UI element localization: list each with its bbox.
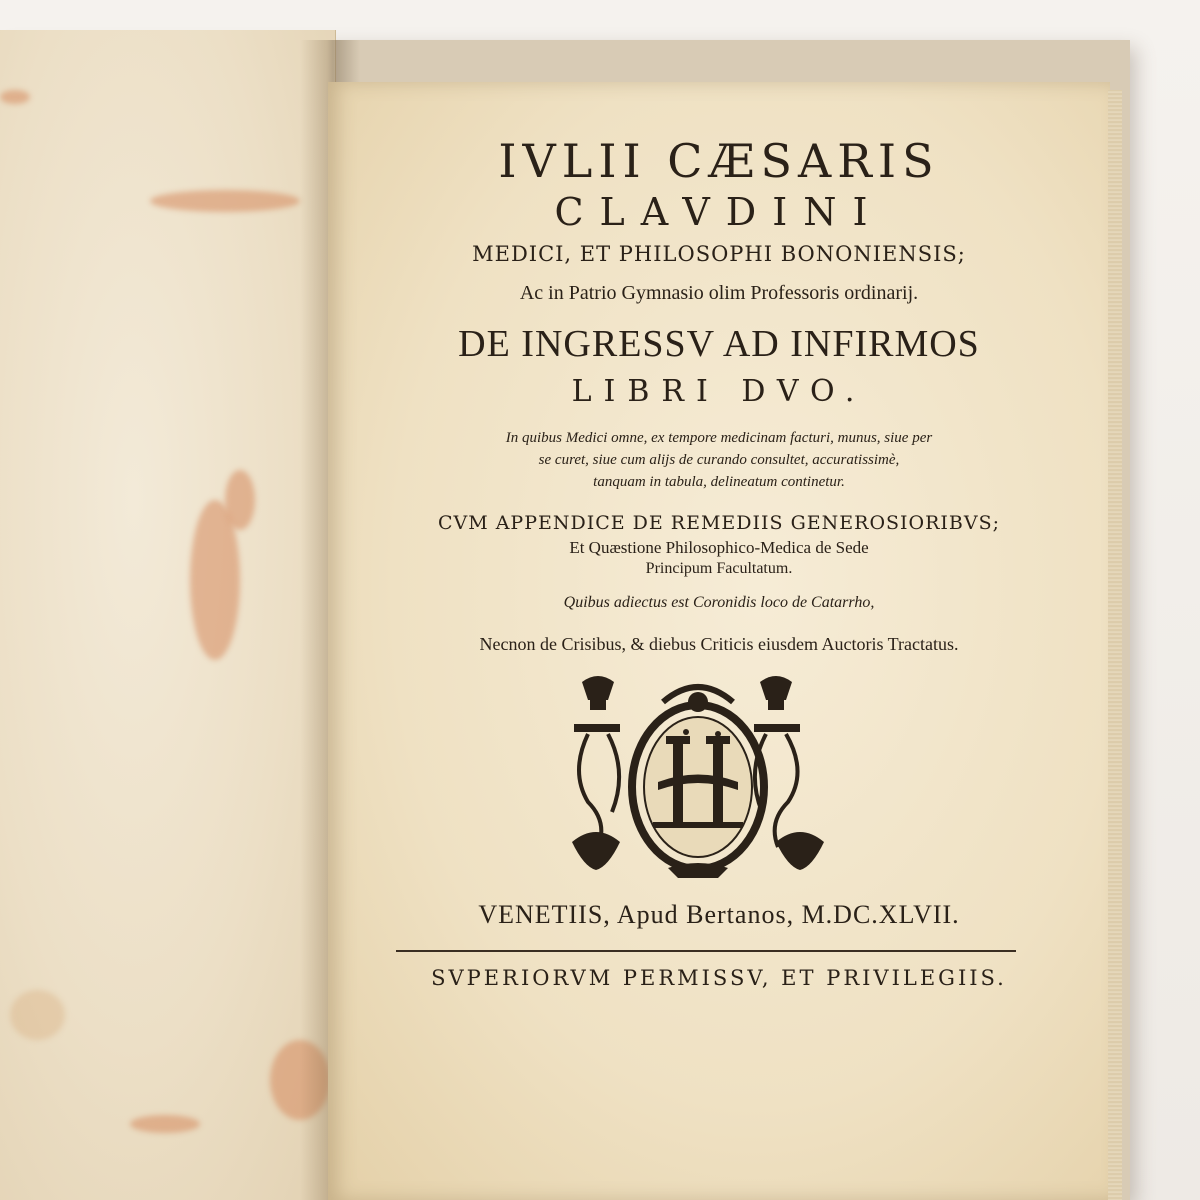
page-edges [1108, 90, 1122, 1200]
description-line: se curet, siue cum alijs de curando consultet, accuratissimè, [538, 452, 900, 468]
urn-icon [590, 700, 606, 710]
book-subtitle: LIBRI DVO. [571, 374, 867, 409]
blank-flyleaf [0, 30, 336, 1200]
mask-icon [688, 692, 708, 712]
addition-line: Quibus adiectus est Coronidis loco de Catarrho, [563, 594, 875, 611]
printers-device-woodcut [568, 672, 828, 882]
author-description: MEDICI, ET PHILOSOPHI BONONIENSIS; [472, 242, 966, 266]
title-page [328, 82, 1110, 1200]
appendix-heading: CVM APPENDICE DE REMEDIIS GENEROSIORIBVS; [437, 512, 1001, 534]
addition-line: Necnon de Crisibus, & diebus Criticis eiusdem Auctoris Tractatus. [479, 634, 959, 654]
appendix-line: Et Quæstione Philosophico-Medica de Sede [569, 538, 869, 557]
imprint-line: VENETIIS, Apud Bertanos, M.DC.XLVII. [478, 900, 960, 929]
author-surname: CLAVDINI [554, 190, 884, 234]
description-line: tanquam in tabula, delineatum continetur. [593, 474, 845, 490]
foxing-stain [0, 90, 30, 104]
foxing-stain [150, 190, 300, 212]
book-title: DE INGRESSV AD INFIRMOS [458, 323, 980, 365]
author-position: Ac in Patrio Gymnasio olim Professoris ordinarij. [519, 282, 919, 304]
horizontal-rule [396, 950, 1016, 952]
privilege-line: SVPERIORVM PERMISSV, ET PRIVILEGIIS. [431, 966, 1007, 990]
description-line: In quibus Medici omne, ex tempore medicinam facturi, munus, siue per [505, 430, 933, 446]
foxing-stain [10, 990, 65, 1040]
foxing-stain [225, 470, 255, 530]
urn-icon [582, 676, 614, 700]
foxing-stain [130, 1115, 200, 1133]
appendix-line: Principum Facultatum. [645, 560, 793, 577]
description-paragraph [328, 427, 1110, 493]
author-name: IVLII CÆSARIS [498, 134, 940, 188]
